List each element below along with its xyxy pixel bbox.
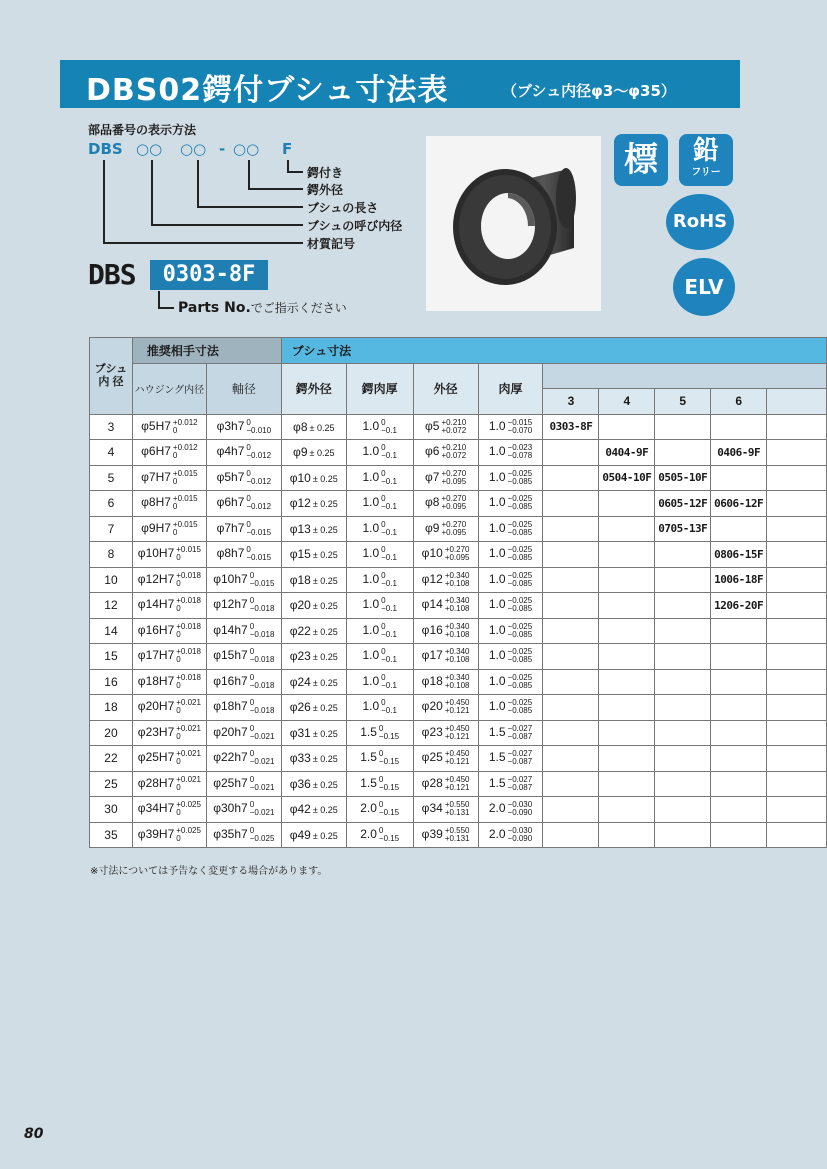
wall-cell: 1.0 −0.025 −0.085 [478, 491, 543, 517]
part-number-cell [599, 491, 655, 517]
shaft-cell: φ22h7 0 −0.021 [206, 746, 281, 772]
part-number-cell [767, 414, 827, 440]
code-slot-1: ○○ [136, 140, 163, 158]
bushing-id-cell: 14 [90, 618, 133, 644]
table-row [90, 593, 827, 619]
header-shaft: 軸径 [206, 363, 281, 414]
flange-od-cell: φ23 ± 0.25 [281, 644, 346, 670]
flange-thickness-cell: 1.0 0 −0.1 [346, 516, 413, 542]
part-number-cell [543, 797, 599, 823]
part-number-cell [599, 720, 655, 746]
flange-thickness-cell: 1.0 0 −0.1 [346, 567, 413, 593]
wall-cell: 1.0 −0.023 −0.078 [478, 440, 543, 466]
part-number-cell [711, 644, 767, 670]
housing-cell: φ7H7 +0.015 0 [132, 465, 206, 491]
flange-od-cell: φ20 ± 0.25 [281, 593, 346, 619]
product-photo [426, 136, 601, 311]
part-number-cell [599, 593, 655, 619]
part-number-cell [655, 746, 711, 772]
flange-od-cell: φ8 ± 0.25 [281, 414, 346, 440]
header-length-col: 6 [711, 389, 767, 415]
part-number-cell [543, 644, 599, 670]
part-number-cell [655, 440, 711, 466]
bushing-id-cell: 16 [90, 669, 133, 695]
flange-thickness-cell: 1.0 0 −0.1 [346, 491, 413, 517]
leader-line [158, 307, 174, 309]
table-row [90, 567, 827, 593]
header-length-col: 5 [655, 389, 711, 415]
shaft-cell: φ35h7 0 −0.025 [206, 822, 281, 848]
part-number-cell [711, 695, 767, 721]
code-slot-3: ○○ [233, 140, 260, 158]
housing-cell: φ14H7 +0.018 0 [132, 593, 206, 619]
header-housing: ハウジング内径 [132, 363, 206, 414]
legend-length: ブシュの長さ [307, 201, 379, 215]
table-row [90, 644, 827, 670]
bushing-id-cell: 5 [90, 465, 133, 491]
od-cell: φ20 +0.450 +0.121 [413, 695, 478, 721]
part-number-cell [599, 414, 655, 440]
part-number-cell [543, 516, 599, 542]
legend-nominal-id: ブシュの呼び内径 [307, 219, 403, 233]
bushing-id-cell: 12 [90, 593, 133, 619]
part-number-cell [767, 669, 827, 695]
flange-od-cell: φ22 ± 0.25 [281, 618, 346, 644]
dimension-table [89, 337, 827, 848]
part-number-cell [655, 720, 711, 746]
leader-line [103, 160, 105, 243]
table-row [90, 516, 827, 542]
part-number-cell [655, 593, 711, 619]
shaft-cell: φ25h7 0 −0.021 [206, 771, 281, 797]
housing-cell: φ9H7 +0.015 0 [132, 516, 206, 542]
od-cell: φ28 +0.450 +0.121 [413, 771, 478, 797]
part-number-cell [599, 669, 655, 695]
part-number-cell [543, 746, 599, 772]
bushing-id-cell: 7 [90, 516, 133, 542]
page-subtitle: （ブシュ内径φ3～φ35） [502, 82, 676, 100]
part-number-cell [767, 440, 827, 466]
part-number-cell [711, 618, 767, 644]
housing-cell: φ20H7 +0.021 0 [132, 695, 206, 721]
part-number-cell: 1006-18F [711, 567, 767, 593]
part-number-cell [543, 567, 599, 593]
shaft-cell: φ5h7 0 −0.012 [206, 465, 281, 491]
part-number-cell [655, 542, 711, 568]
shaft-cell: φ20h7 0 −0.021 [206, 720, 281, 746]
legend-material: 材質記号 [307, 237, 356, 251]
table-row [90, 695, 827, 721]
header-bushing-id: ブシュ内 径 [90, 338, 133, 415]
wall-cell: 1.0 −0.025 −0.085 [478, 593, 543, 619]
flange-od-cell: φ36 ± 0.25 [281, 771, 346, 797]
part-number-cell [599, 644, 655, 670]
flange-od-cell: φ10 ± 0.25 [281, 465, 346, 491]
flange-thickness-cell: 1.0 0 −0.1 [346, 465, 413, 491]
legend-flanged: 鍔付き [307, 166, 344, 180]
housing-cell: φ5H7 +0.012 0 [132, 414, 206, 440]
part-number-cell [655, 669, 711, 695]
lead-free-badge: 鉛 フリー [679, 134, 733, 186]
part-number-cell [655, 822, 711, 848]
wall-cell: 2.0 −0.030 −0.090 [478, 822, 543, 848]
code-slot-2: ○○ [180, 140, 207, 158]
table-row [90, 797, 827, 823]
flange-thickness-cell: 1.5 0 −0.15 [346, 771, 413, 797]
od-cell: φ18 +0.340 +0.108 [413, 669, 478, 695]
housing-cell: φ28H7 +0.021 0 [132, 771, 206, 797]
footnote: ※寸法については予告なく変更する場合があります。 [90, 866, 328, 877]
leader-line [197, 160, 199, 207]
header-bushing-dims: ブシュ寸法 [281, 338, 826, 364]
shaft-cell: φ14h7 0 −0.018 [206, 618, 281, 644]
part-number-cell [655, 797, 711, 823]
shaft-cell: φ12h7 0 −0.018 [206, 593, 281, 619]
od-cell: φ6 +0.210 +0.072 [413, 440, 478, 466]
wall-cell: 1.0 −0.025 −0.085 [478, 669, 543, 695]
leader-line [197, 206, 303, 208]
wall-cell: 1.0 −0.025 −0.085 [478, 644, 543, 670]
od-cell: φ39 +0.550 +0.131 [413, 822, 478, 848]
bushing-id-cell: 6 [90, 491, 133, 517]
table-row [90, 618, 827, 644]
flange-od-cell: φ42 ± 0.25 [281, 797, 346, 823]
part-number-cell [767, 593, 827, 619]
part-number-cell [599, 797, 655, 823]
part-number-cell [599, 822, 655, 848]
shaft-cell: φ18h7 0 −0.018 [206, 695, 281, 721]
wall-cell: 1.0 −0.025 −0.085 [478, 465, 543, 491]
od-cell: φ34 +0.550 +0.131 [413, 797, 478, 823]
header-length-col [767, 389, 827, 415]
part-number-cell [767, 644, 827, 670]
part-number-cell: 0406-9F [711, 440, 767, 466]
part-number-cell [767, 720, 827, 746]
bushing-id-cell: 18 [90, 695, 133, 721]
header-od: 外径 [413, 363, 478, 414]
flange-thickness-cell: 1.0 0 −0.1 [346, 618, 413, 644]
leader-line [248, 160, 250, 189]
table-row [90, 771, 827, 797]
housing-cell: φ18H7 +0.018 0 [132, 669, 206, 695]
flange-od-cell: φ18 ± 0.25 [281, 567, 346, 593]
housing-cell: φ6H7 +0.012 0 [132, 440, 206, 466]
flanged-bushing-image [426, 136, 601, 311]
od-cell: φ17 +0.340 +0.108 [413, 644, 478, 670]
code-f: F [282, 140, 293, 158]
wall-cell: 1.0 −0.025 −0.085 [478, 567, 543, 593]
shaft-cell: φ15h7 0 −0.018 [206, 644, 281, 670]
title-bar [60, 60, 740, 108]
bushing-id-cell: 22 [90, 746, 133, 772]
part-number-cell [543, 771, 599, 797]
part-number-cell [599, 695, 655, 721]
part-number-cell [543, 465, 599, 491]
table-row [90, 746, 827, 772]
bushing-id-cell: 35 [90, 822, 133, 848]
od-cell: φ14 +0.340 +0.108 [413, 593, 478, 619]
part-number-cell [711, 771, 767, 797]
bushing-id-cell: 25 [90, 771, 133, 797]
part-number-cell [543, 822, 599, 848]
flange-od-cell: φ31 ± 0.25 [281, 720, 346, 746]
wall-cell: 1.0 −0.015 −0.070 [478, 414, 543, 440]
part-number-cell: 0605-12F [655, 491, 711, 517]
elv-badge: ELV [673, 258, 735, 316]
part-number-cell [767, 491, 827, 517]
flange-od-cell: φ49 ± 0.25 [281, 822, 346, 848]
od-cell: φ12 +0.340 +0.108 [413, 567, 478, 593]
part-number-cell [543, 440, 599, 466]
part-number-cell [599, 542, 655, 568]
part-number-cell [599, 746, 655, 772]
part-number-cell [599, 618, 655, 644]
od-cell: φ8 +0.270 +0.095 [413, 491, 478, 517]
part-number-cell [599, 516, 655, 542]
bushing-id-cell: 30 [90, 797, 133, 823]
flange-od-cell: φ15 ± 0.25 [281, 542, 346, 568]
shaft-cell: φ6h7 0 −0.012 [206, 491, 281, 517]
flange-od-cell: φ13 ± 0.25 [281, 516, 346, 542]
flange-od-cell: φ9 ± 0.25 [281, 440, 346, 466]
flange-thickness-cell: 1.0 0 −0.1 [346, 669, 413, 695]
part-number-cell: 0806-15F [711, 542, 767, 568]
part-number-cell [599, 771, 655, 797]
part-number-cell [767, 618, 827, 644]
leader-line [287, 171, 303, 173]
wall-cell: 1.0 −0.025 −0.085 [478, 695, 543, 721]
part-number-cell [711, 516, 767, 542]
part-number-cell [711, 720, 767, 746]
bushing-id-cell: 10 [90, 567, 133, 593]
od-cell: φ25 +0.450 +0.121 [413, 746, 478, 772]
rohs-badge: RoHS [666, 194, 734, 250]
part-number-cell: 0705-13F [655, 516, 711, 542]
part-number-heading: 部品番号の表示方法 [88, 123, 197, 137]
wall-cell: 1.0 −0.025 −0.085 [478, 542, 543, 568]
example-prefix: DBS [88, 258, 136, 291]
flange-thickness-cell: 1.0 0 −0.1 [346, 695, 413, 721]
table-row [90, 542, 827, 568]
wall-cell: 1.5 −0.027 −0.087 [478, 746, 543, 772]
part-number-cell: 0404-9F [599, 440, 655, 466]
bushing-id-cell: 4 [90, 440, 133, 466]
table-row [90, 440, 827, 466]
od-cell: φ9 +0.270 +0.095 [413, 516, 478, 542]
shaft-cell: φ8h7 0 −0.015 [206, 542, 281, 568]
part-number-cell [767, 797, 827, 823]
wall-cell: 2.0 −0.030 −0.090 [478, 797, 543, 823]
flange-thickness-cell: 1.0 0 −0.1 [346, 593, 413, 619]
housing-cell: φ25H7 +0.021 0 [132, 746, 206, 772]
part-number-cell [767, 822, 827, 848]
housing-cell: φ34H7 +0.025 0 [132, 797, 206, 823]
part-number-cell [711, 669, 767, 695]
shaft-cell: φ10h7 0 −0.015 [206, 567, 281, 593]
part-number-cell [599, 567, 655, 593]
flange-od-cell: φ33 ± 0.25 [281, 746, 346, 772]
header-length-group [543, 363, 827, 389]
housing-cell: φ23H7 +0.021 0 [132, 720, 206, 746]
part-number-cell: 1206-20F [711, 593, 767, 619]
part-number-cell [543, 669, 599, 695]
header-length-col: 3 [543, 389, 599, 415]
part-number-cell: 0606-12F [711, 491, 767, 517]
housing-cell: φ39H7 +0.025 0 [132, 822, 206, 848]
part-number-cell [655, 695, 711, 721]
part-number-cell [767, 695, 827, 721]
leader-line [151, 160, 153, 225]
page-title: DBS02鍔付ブシュ寸法表 [86, 73, 449, 108]
housing-cell: φ10H7 +0.015 0 [132, 542, 206, 568]
housing-cell: φ8H7 +0.015 0 [132, 491, 206, 517]
header-length-col: 4 [599, 389, 655, 415]
shaft-cell: φ16h7 0 −0.018 [206, 669, 281, 695]
part-number-cell [655, 618, 711, 644]
table-row [90, 822, 827, 848]
part-number-cell [767, 771, 827, 797]
shaft-cell: φ3h7 0 −0.010 [206, 414, 281, 440]
part-number-cell [543, 720, 599, 746]
part-number-cell [767, 542, 827, 568]
part-number-cell: 0303-8F [543, 414, 599, 440]
part-number-cell [767, 516, 827, 542]
leader-line [103, 242, 303, 244]
header-recommended: 推奨相手寸法 [132, 338, 281, 364]
part-number-cell [711, 465, 767, 491]
flange-thickness-cell: 2.0 0 −0.15 [346, 822, 413, 848]
wall-cell: 1.0 −0.025 −0.085 [478, 516, 543, 542]
shaft-cell: φ7h7 0 −0.015 [206, 516, 281, 542]
standard-badge: 標 [614, 134, 668, 186]
part-number-cell [655, 771, 711, 797]
housing-cell: φ16H7 +0.018 0 [132, 618, 206, 644]
table-row [90, 491, 827, 517]
header-wall: 肉厚 [478, 363, 543, 414]
flange-od-cell: φ24 ± 0.25 [281, 669, 346, 695]
part-number-cell [767, 746, 827, 772]
leader-line [151, 224, 303, 226]
part-number-cell [711, 746, 767, 772]
flange-thickness-cell: 2.0 0 −0.15 [346, 797, 413, 823]
leader-line [158, 291, 160, 308]
flange-thickness-cell: 1.5 0 −0.15 [346, 746, 413, 772]
part-number-cell: 0504-10F [599, 465, 655, 491]
wall-cell: 1.5 −0.027 −0.087 [478, 771, 543, 797]
flange-od-cell: φ26 ± 0.25 [281, 695, 346, 721]
flange-thickness-cell: 1.0 0 −0.1 [346, 414, 413, 440]
header-flange-thickness: 鍔肉厚 [346, 363, 413, 414]
wall-cell: 1.0 −0.025 −0.085 [478, 618, 543, 644]
flange-thickness-cell: 1.5 0 −0.15 [346, 720, 413, 746]
part-number-cell [543, 542, 599, 568]
parts-note: Parts No.でご指示ください [178, 300, 347, 316]
od-cell: φ23 +0.450 +0.121 [413, 720, 478, 746]
flange-thickness-cell: 1.0 0 −0.1 [346, 440, 413, 466]
housing-cell: φ12H7 +0.018 0 [132, 567, 206, 593]
od-cell: φ10 +0.270 +0.095 [413, 542, 478, 568]
header-flange-od: 鍔外径 [281, 363, 346, 414]
housing-cell: φ17H7 +0.018 0 [132, 644, 206, 670]
bushing-id-cell: 8 [90, 542, 133, 568]
bushing-id-cell: 20 [90, 720, 133, 746]
shaft-cell: φ4h7 0 −0.012 [206, 440, 281, 466]
part-number-cell [711, 414, 767, 440]
flange-od-cell: φ12 ± 0.25 [281, 491, 346, 517]
leader-line [248, 188, 303, 190]
example-code: 0303-8F [150, 260, 268, 290]
od-cell: φ5 +0.210 +0.072 [413, 414, 478, 440]
od-cell: φ16 +0.340 +0.108 [413, 618, 478, 644]
bushing-id-cell: 15 [90, 644, 133, 670]
code-dbs: DBS [88, 140, 123, 158]
table-row [90, 720, 827, 746]
part-number-cell [711, 822, 767, 848]
part-number-cell [543, 618, 599, 644]
code-hyphen: - [219, 140, 226, 158]
bushing-id-cell: 3 [90, 414, 133, 440]
legend-flange-od: 鍔外径 [307, 183, 344, 197]
part-number-cell [543, 491, 599, 517]
wall-cell: 1.5 −0.027 −0.087 [478, 720, 543, 746]
table-row [90, 669, 827, 695]
part-number-cell [655, 567, 711, 593]
part-number-cell [767, 567, 827, 593]
flange-thickness-cell: 1.0 0 −0.1 [346, 542, 413, 568]
table-row [90, 465, 827, 491]
part-number-cell [543, 593, 599, 619]
page-number: 80 [24, 1126, 44, 1142]
part-number-cell [543, 695, 599, 721]
part-number-cell [711, 797, 767, 823]
part-number-cell: 0505-10F [655, 465, 711, 491]
od-cell: φ7 +0.270 +0.095 [413, 465, 478, 491]
part-number-cell [767, 465, 827, 491]
shaft-cell: φ30h7 0 −0.021 [206, 797, 281, 823]
table-row [90, 414, 827, 440]
part-number-cell [655, 414, 711, 440]
part-number-cell [655, 644, 711, 670]
flange-thickness-cell: 1.0 0 −0.1 [346, 644, 413, 670]
